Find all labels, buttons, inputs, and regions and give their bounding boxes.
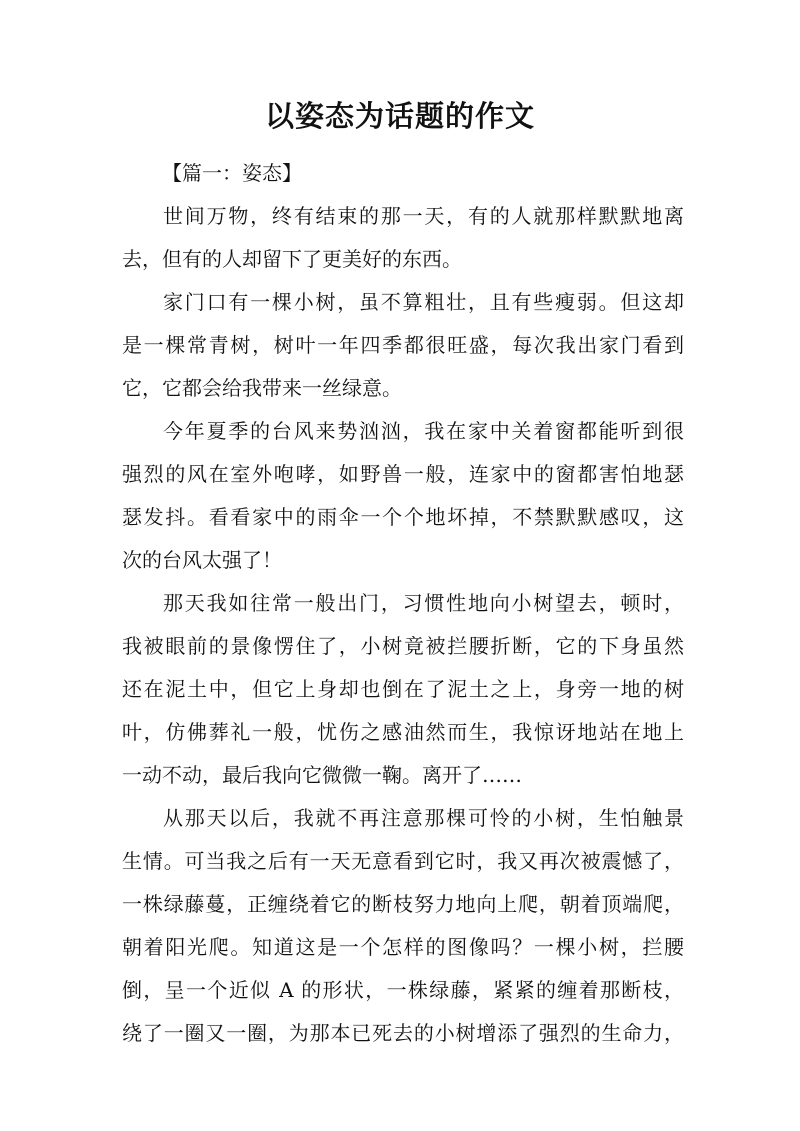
paragraph-line: 那天我如往常一般出门，习惯性地向小树望去，顿时， — [163, 591, 684, 615]
paragraph-line: 今年夏季的台风来势汹汹，我在家中关着窗都能听到很 — [163, 419, 684, 443]
paragraph-line: 它，它都会给我带来一丝绿意。 — [122, 376, 402, 400]
document-body — [122, 152, 684, 1055]
paragraph-line: 从那天以后，我就不再注意那棵可怜的小树，生怕触景 — [163, 806, 684, 830]
paragraph — [122, 410, 684, 582]
section-heading: 【篇一：姿态】 — [162, 161, 302, 185]
paragraph-line: 是一棵常青树，树叶一年四季都很旺盛，每次我出家门看到 — [122, 333, 684, 357]
paragraph-line: 强烈的风在室外咆哮，如野兽一般，连家中的窗都害怕地瑟 — [122, 462, 684, 486]
paragraph-line: 去，但有的人却留下了更美好的东西。 — [122, 247, 462, 271]
paragraph-line: 还在泥土中，但它上身却也倒在了泥土之上，身旁一地的树 — [122, 677, 684, 701]
paragraph-line: 瑟发抖。看看家中的雨伞一个个地坏掉，不禁默默感叹，这 — [122, 505, 684, 529]
paragraph-line: 世间万物，终有结束的那一天，有的人就那样默默地离 — [163, 204, 684, 228]
paragraph-line: 绕了一圈又一圈，为那本已死去的小树增添了强烈的生命力， — [122, 1021, 684, 1045]
paragraph-line: 朝着阳光爬。知道这是一个怎样的图像吗？一棵小树，拦腰 — [122, 935, 684, 959]
paragraph-line: 家门口有一棵小树，虽不算粗壮，且有些瘦弱。但这却 — [163, 290, 684, 314]
paragraph-line: 一动不动，最后我向它微微一鞠。离开了…… — [122, 763, 522, 787]
paragraph-line: 叶，仿佛葬礼一般，忧伤之感油然而生，我惊讶地站在地上 — [122, 720, 684, 744]
paragraph-line: 一株绿藤蔓，正缠绕着它的断枝努力地向上爬，朝着顶端爬， — [122, 892, 684, 916]
paragraph — [122, 582, 684, 797]
paragraph-line: 次的台风太强了！ — [122, 548, 282, 572]
paragraph-list — [122, 195, 684, 1055]
paragraph — [122, 281, 684, 410]
paragraph-line: 倒，呈一个近似 A 的形状，一株绿藤，紧紧的缠着那断枝， — [122, 978, 684, 1002]
paragraph — [122, 797, 684, 1055]
document-title: 以姿态为话题的作文 — [264, 99, 535, 133]
paragraph-line: 我被眼前的景像愣住了，小树竟被拦腰折断，它的下身虽然 — [122, 634, 684, 658]
paragraph-line: 生情。可当我之后有一天无意看到它时，我又再次被震憾了， — [122, 849, 684, 873]
paragraph — [122, 195, 684, 281]
